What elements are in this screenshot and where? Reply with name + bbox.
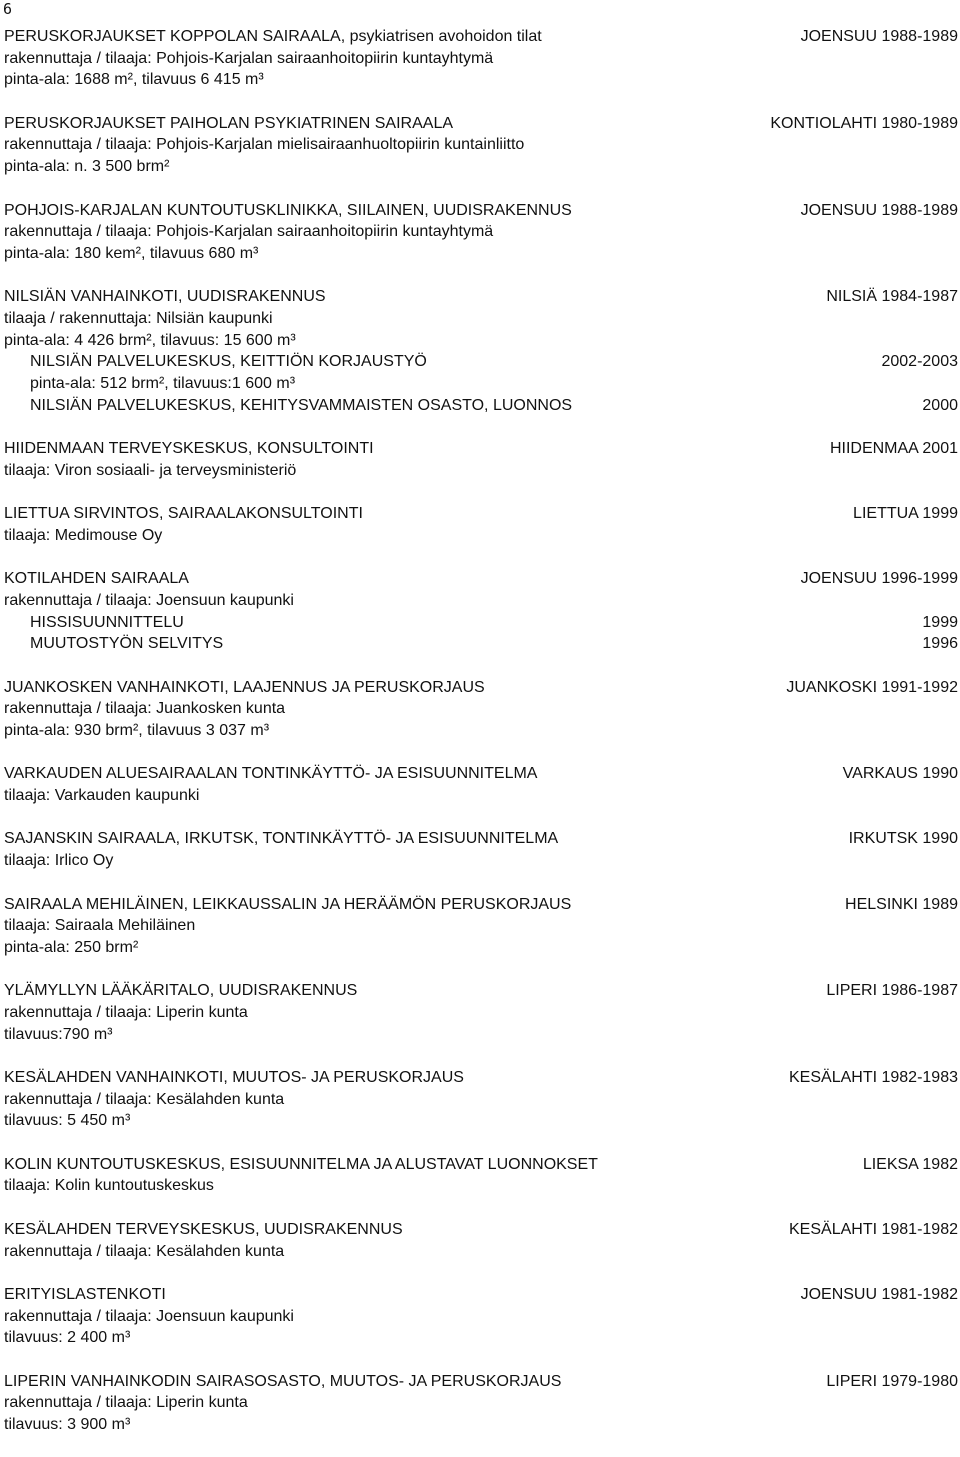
project-detail: pinta-ala: 1688 m², tilavuus 6 415 m³: [4, 71, 264, 89]
project-header: [4, 980, 958, 1002]
project-header: [4, 1284, 958, 1306]
project-header: [4, 568, 958, 590]
project-entry: [4, 1219, 958, 1262]
project-detail: tilavuus: 5 450 m³: [4, 1112, 131, 1130]
subproject-year: 1996: [922, 635, 958, 653]
subproject-title: NILSIÄN PALVELUKESKUS, KEITTIÖN KORJAUSTYÖ: [30, 353, 427, 371]
project-detail: tilaaja: Kolin kuntoutuskeskus: [4, 1177, 214, 1195]
project-entry: [4, 200, 958, 265]
project-entry: [4, 763, 958, 806]
project-title: VARKAUDEN ALUESAIRAALAN TONTINKÄYTTÖ- JA ESISUUNNITELMA: [4, 765, 538, 783]
project-entry: [4, 1284, 958, 1349]
project-detail: rakennuttaja / tilaaja: Joensuun kaupunki: [4, 1307, 294, 1325]
project-header: [4, 763, 958, 785]
subproject-detail: pinta-ala: 512 brm², tilavuus:1 600 m³: [30, 375, 296, 392]
subproject-header: [4, 633, 958, 655]
project-location-year: LIPERI 1986-1987: [826, 982, 958, 1000]
project-entry: [4, 26, 958, 91]
project-location-year: KESÄLAHTI 1981-1982: [789, 1220, 958, 1238]
project-title: YLÄMYLLYN LÄÄKÄRITALO, UUDISRAKENNUS: [4, 982, 358, 1000]
project-entry: [4, 894, 958, 959]
project-location-year: NILSIÄ 1984-1987: [826, 288, 958, 306]
project-location-year: KESÄLAHTI 1982-1983: [789, 1069, 958, 1086]
project-entry: [4, 438, 958, 481]
project-header: [4, 438, 958, 460]
project-location-year: LIETTUA 1999: [853, 505, 958, 523]
project-header: [4, 200, 958, 222]
project-entry: [4, 1371, 958, 1436]
subproject-title: NILSIÄN PALVELUKESKUS, KEHITYSVAMMAISTEN OSASTO, LUONNOS: [30, 396, 573, 414]
project-entry: [4, 286, 958, 416]
subproject-title: MUUTOSTYÖN SELVITYS: [30, 635, 224, 653]
project-title: LIETTUA SIRVINTOS, SAIRAALAKONSULTOINTI: [4, 505, 363, 523]
subproject-year: 1999: [922, 613, 958, 631]
project-detail: tilaaja / rakennuttaja: Nilsiän kaupunki: [4, 309, 273, 327]
project-detail: rakennuttaja / tilaaja: Pohjois-Karjalan sairaanhoitopiirin kuntayhtymä: [4, 223, 494, 241]
project-detail: rakennuttaja / tilaaja: Kesälahden kunta: [4, 1242, 285, 1260]
project-detail: rakennuttaja / tilaaja: Liperin kunta: [4, 1003, 248, 1021]
project-detail: pinta-ala: 180 kem², tilavuus 680 m³: [4, 244, 259, 262]
project-location-year: KONTIOLAHTI 1980-1989: [770, 114, 958, 132]
project-detail: tilaaja: Medimouse Oy: [4, 526, 163, 544]
project-title: SAJANSKIN SAIRAALA, IRKUTSK, TONTINKÄYTTÖ- JA ESISUUNNITELMA: [4, 830, 559, 848]
project-entry: [4, 1067, 958, 1132]
project-detail: rakennuttaja / tilaaja: Joensuun kaupunki: [4, 591, 294, 609]
project-title: NILSIÄN VANHAINKOTI, UUDISRAKENNUS: [4, 288, 326, 306]
project-header: [4, 894, 958, 916]
project-location-year: VARKAUS 1990: [842, 765, 958, 783]
project-location-year: HELSINKI 1989: [845, 895, 958, 913]
project-detail: tilaaja: Viron sosiaali- ja terveysministeriö: [4, 461, 297, 479]
project-title: POHJOIS-KARJALAN KUNTOUTUSKLINIKKA, SIILAINEN, UUDISRAKENNUS: [4, 201, 572, 219]
subproject-year: 2002-2003: [881, 353, 958, 371]
project-entry: [4, 568, 958, 655]
project-title: JUANKOSKEN VANHAINKOTI, LAAJENNUS JA PERUSKORJAUS: [4, 678, 485, 696]
project-detail: tilaaja: Irlico Oy: [4, 852, 114, 870]
project-header: [4, 1067, 958, 1089]
project-detail: rakennuttaja / tilaaja: Pohjois-Karjalan mielisairaanhuoltopiirin kuntainliitto: [4, 136, 525, 154]
project-detail: rakennuttaja / tilaaja: Liperin kunta: [4, 1394, 248, 1412]
project-title: SAIRAALA MEHILÄINEN, LEIKKAUSSALIN JA HERÄÄMÖN PERUSKORJAUS: [4, 895, 572, 913]
project-detail: pinta-ala: 250 brm²: [4, 938, 139, 956]
project-title: LIPERIN VANHAINKODIN SAIRASOSASTO, MUUTOS- JA PERUSKORJAUS: [4, 1372, 562, 1390]
project-detail: rakennuttaja / tilaaja: Pohjois-Karjalan sairaanhoitopiirin kuntayhtymä: [4, 49, 494, 67]
project-header: [4, 677, 958, 699]
project-location-year: JOENSUU 1981-1982: [800, 1285, 958, 1303]
project-location-year: LIPERI 1979-1980: [826, 1372, 958, 1390]
project-detail: pinta-ala: 930 brm², tilavuus 3 037 m³: [4, 722, 270, 739]
project-detail: tilaaja: Sairaala Mehiläinen: [4, 917, 196, 935]
project-location-year: JOENSUU 1996-1999: [800, 570, 958, 588]
project-detail: tilavuus: 3 900 m³: [4, 1416, 131, 1433]
project-header: [4, 26, 958, 48]
subproject-header: [4, 351, 958, 373]
project-title: KOTILAHDEN SAIRAALA: [4, 570, 189, 588]
project-title: ERITYISLASTENKOTI: [4, 1285, 166, 1303]
subproject-header: [4, 612, 958, 634]
project-entry: [4, 828, 958, 871]
project-location-year: JOENSUU 1988-1989: [800, 201, 958, 219]
project-title: PERUSKORJAUKSET PAIHOLAN PSYKIATRINEN SAIRAALA: [4, 114, 454, 132]
project-detail: tilaaja: Varkauden kaupunki: [4, 787, 200, 805]
subproject-header: [4, 395, 958, 417]
project-header: [4, 1219, 958, 1241]
project-header: [4, 1154, 958, 1176]
project-list: [4, 26, 958, 1457]
project-entry: [4, 113, 958, 178]
project-entry: [4, 980, 958, 1045]
project-title: KESÄLAHDEN VANHAINKOTI, MUUTOS- JA PERUSKORJAUS: [4, 1069, 464, 1086]
project-detail: pinta-ala: 4 426 brm², tilavuus: 15 600 m³: [4, 331, 296, 349]
project-title: PERUSKORJAUKSET KOPPOLAN SAIRAALA, psykiatrisen avohoidon tilat: [4, 28, 542, 45]
project-detail: rakennuttaja / tilaaja: Kesälahden kunta: [4, 1090, 285, 1108]
project-entry: [4, 677, 958, 742]
project-detail: pinta-ala: n. 3 500 brm²: [4, 158, 170, 176]
project-header: [4, 113, 958, 135]
project-title: KESÄLAHDEN TERVEYSKESKUS, UUDISRAKENNUS: [4, 1220, 403, 1238]
project-detail: rakennuttaja / tilaaja: Juankosken kunta: [4, 700, 286, 718]
project-entry: [4, 503, 958, 546]
project-location-year: IRKUTSK 1990: [848, 830, 958, 848]
subproject-title: HISSISUUNNITTELU: [30, 613, 184, 631]
project-location-year: HIIDENMAA 2001: [829, 440, 958, 458]
project-location-year: LIEKSA 1982: [862, 1155, 958, 1173]
project-detail: tilavuus:790 m³: [4, 1025, 113, 1043]
project-title: KOLIN KUNTOUTUSKESKUS, ESISUUNNITELMA JA ALUSTAVAT LUONNOKSET: [4, 1155, 598, 1173]
subproject-year: 2000: [922, 396, 958, 414]
project-header: [4, 286, 958, 308]
project-entry: [4, 1154, 958, 1197]
project-location-year: JOENSUU 1988-1989: [800, 28, 958, 45]
project-header: [4, 1371, 958, 1393]
project-header: [4, 828, 958, 850]
project-header: [4, 503, 958, 525]
project-title: HIIDENMAAN TERVEYSKESKUS, KONSULTOINTI: [4, 440, 374, 458]
page-number: 6: [3, 0, 13, 18]
project-location-year: JUANKOSKI 1991-1992: [786, 678, 958, 696]
project-detail: tilavuus: 2 400 m³: [4, 1329, 131, 1347]
